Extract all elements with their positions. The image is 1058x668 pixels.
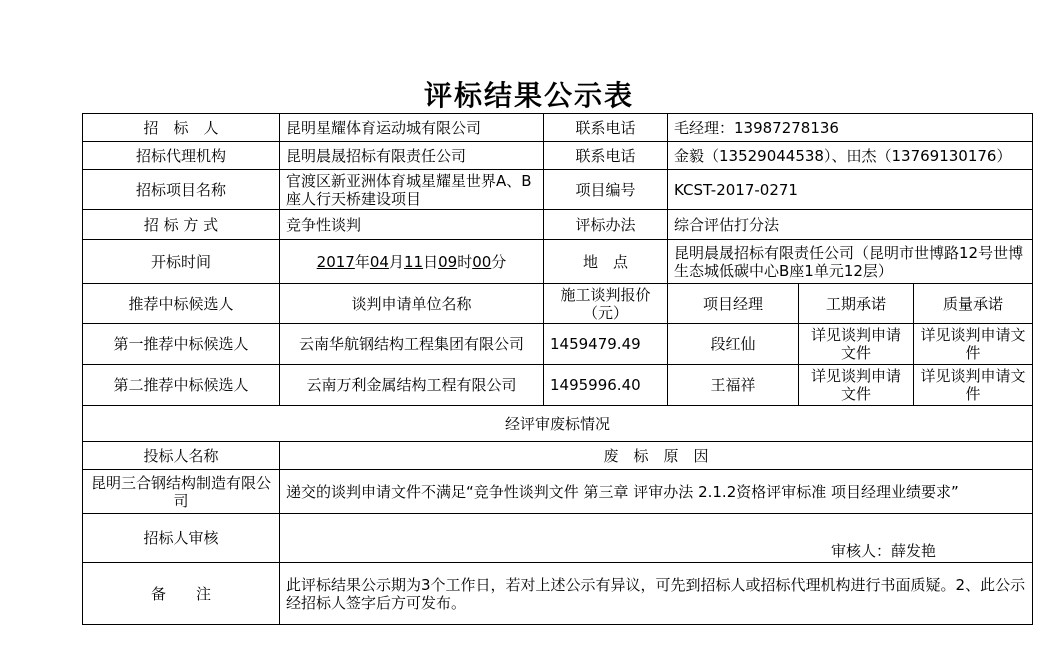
opening-day: 11 [403, 252, 424, 271]
candidate-row [83, 324, 1033, 365]
review-bidder-header [83, 442, 280, 470]
agency-label: 招标代理机构 [83, 142, 280, 170]
remarks-label: 备 注 [83, 563, 280, 625]
page-title: 评标结果公示表 [423, 79, 634, 112]
opening-time [280, 240, 544, 284]
candidates-header: 工期承诺 [799, 284, 914, 324]
opening-hour-unit: 时 [457, 252, 473, 271]
candidate-company: 云南华航钢结构工程集团有限公司 [280, 324, 544, 365]
candidate-company: 云南万利金属结构工程有限公司 [280, 365, 544, 406]
project-no-label: 项目编号 [544, 170, 668, 210]
candidates-header: 施工谈判报价（元） [544, 284, 668, 324]
contact2-value: 金毅（13529044538）、田杰（13769130176） [668, 142, 1033, 170]
approval-label: 招标人审核 [83, 514, 280, 563]
contact2-label: 联系电话 [544, 142, 668, 170]
row-opening [83, 240, 1033, 284]
review-reason: 递交的谈判申请文件不满足“竞争性谈判文件 第三章 评审办法 2.1.2资格评审标准 项目经理业绩要求” [280, 470, 1033, 514]
tenderer-value: 昆明星耀体育运动城有限公司 [280, 114, 544, 142]
project-value: 官渡区新亚洲体育城星耀星世界A、B座人行天桥建设项目 [280, 170, 544, 210]
candidate-price: 1495996.40 [544, 365, 668, 406]
candidate-schedule: 详见谈判申请文件 [799, 324, 914, 365]
candidate-manager: 王福祥 [668, 365, 799, 406]
location-label: 地 点 [544, 240, 668, 284]
opening-month-unit: 月 [388, 252, 404, 271]
method-value: 竞争性谈判 [280, 210, 544, 240]
review-section-row [83, 406, 1033, 442]
opening-min-unit: 分 [491, 252, 507, 271]
approval-row [83, 514, 1033, 563]
opening-min: 00 [472, 252, 492, 271]
opening-year: 2017 [316, 252, 355, 271]
remarks-row [83, 563, 1033, 625]
method-label: 招 标 方 式 [83, 210, 280, 240]
candidate-rank: 第一推荐中标候选人 [83, 324, 280, 365]
eval-value: 综合评估打分法 [668, 210, 1033, 240]
tenderer-label: 招 标 人 [83, 114, 280, 142]
opening-year-unit: 年 [354, 252, 370, 271]
review-section-title: 经评审废标情况 [83, 406, 1033, 442]
row-method [83, 210, 1033, 240]
review-reason-header: 废 标 原 因 [280, 442, 1033, 470]
row-agency [83, 142, 1033, 170]
candidate-row [83, 365, 1033, 406]
row-project [83, 170, 1033, 210]
candidates-header: 项目经理 [668, 284, 799, 324]
opening-day-unit: 日 [423, 252, 439, 271]
row-tenderer [83, 114, 1033, 142]
review-row [83, 470, 1033, 514]
contact1-label: 联系电话 [544, 114, 668, 142]
approval-cell [280, 514, 1033, 563]
reviewer-signature: 审核人：薛发艳 [830, 542, 936, 560]
candidate-price: 1459479.49 [544, 324, 668, 365]
candidates-header: 谈判申请单位名称 [280, 284, 544, 324]
review-bidder-header-text: 投标人名称 [143, 446, 219, 465]
review-bidder: 昆明三合钢结构制造有限公司 [83, 470, 280, 514]
opening-month: 04 [369, 252, 389, 271]
review-header-row [83, 442, 1033, 470]
opening-hour: 09 [438, 252, 458, 271]
candidate-manager: 段红仙 [668, 324, 799, 365]
candidate-rank: 第二推荐中标候选人 [83, 365, 280, 406]
candidates-header: 质量承诺 [914, 284, 1033, 324]
candidates-header: 推荐中标候选人 [83, 284, 280, 324]
project-label: 招标项目名称 [83, 170, 280, 210]
agency-value: 昆明晨晟招标有限责任公司 [280, 142, 544, 170]
candidate-quality: 详见谈判申请文件 [914, 324, 1033, 365]
remarks-text: 此评标结果公示期为3个工作日，若对上述公示有异议，可先到招标人或招标代理机构进行书面质疑。2、此公示经招标人签字后方可发布。 [280, 563, 1033, 625]
candidates-header-row [83, 284, 1033, 324]
candidate-quality: 详见谈判申请文件 [914, 365, 1033, 406]
location-value: 昆明晨晟招标有限责任公司（昆明市世博路12号世博生态城低碳中心B座1单元12层） [668, 240, 1033, 284]
project-no-value: KCST-2017-0271 [668, 170, 1033, 210]
bid-result-table [82, 113, 1033, 625]
candidate-schedule: 详见谈判申请文件 [799, 365, 914, 406]
contact1-value: 毛经理：13987278136 [668, 114, 1033, 142]
opening-label: 开标时间 [83, 240, 280, 284]
eval-label: 评标办法 [544, 210, 668, 240]
